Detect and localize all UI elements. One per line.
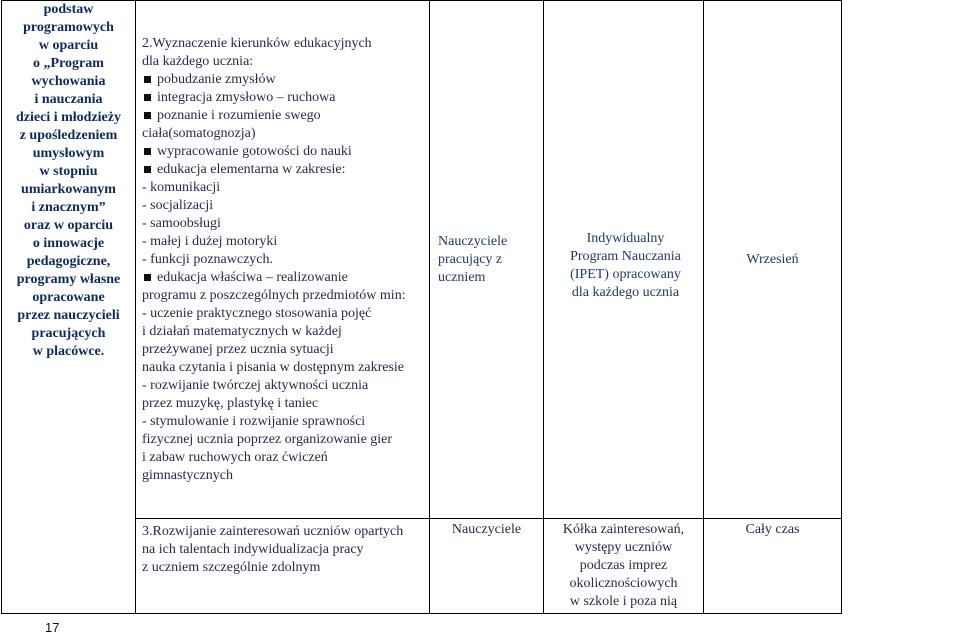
square-bullet-icon — [144, 274, 151, 281]
list-item-text: i zabaw ruchowych oraz ćwiczeń — [142, 450, 328, 465]
list-item-text: edukacja właściwa – realizowanie — [157, 270, 348, 285]
list-item — [142, 341, 423, 359]
program-basis-line: przez nauczycieli — [17, 308, 120, 323]
term-cell — [704, 1, 842, 519]
table-row-1 — [2, 1, 959, 519]
program-basis-line: umysłowym — [32, 146, 105, 161]
program-basis-line: pracujących — [31, 326, 106, 341]
list-item — [142, 449, 423, 467]
form-line-2: podczas imprez — [579, 558, 668, 573]
list-item-text: edukacja elementarna w zakresie: — [157, 162, 346, 177]
term-text: Wrzesień — [746, 252, 799, 267]
program-basis-line: opracowane — [32, 290, 105, 305]
list-item — [142, 377, 423, 395]
program-basis-cell — [2, 1, 136, 614]
list-item-text: - funkcji poznawczych. — [142, 252, 273, 267]
interests-cell — [136, 519, 430, 614]
program-basis-line: i znacznym” — [31, 200, 106, 215]
list-item-text: - małej i dużej motoryki — [142, 234, 278, 249]
form-cell — [544, 1, 704, 519]
list-item-text: integracja zmysłowo – ruchowa — [157, 90, 336, 105]
square-bullet-icon — [144, 76, 151, 83]
plan-table — [1, 0, 959, 614]
list-item-text: i działań matematycznych w każdej — [142, 324, 342, 339]
program-basis-line: o innowacje — [32, 236, 105, 251]
form-line: Program Nauczania — [570, 249, 681, 264]
program-basis-line: wychowania — [31, 74, 106, 89]
form-line-2: Kółka zainteresowań, — [562, 522, 685, 537]
program-basis-text — [2, 1, 135, 361]
list-item — [142, 359, 423, 377]
list-item — [142, 395, 423, 413]
responsible-text-2: Nauczyciele — [451, 522, 522, 537]
responsible-text — [438, 233, 535, 287]
form-cell-2 — [544, 519, 704, 614]
list-item — [142, 467, 423, 485]
list-item-text: gimnastycznych — [142, 468, 233, 483]
directions-heading: 2.Wyznaczenie kierunków edukacyjnych — [142, 36, 372, 51]
page-number: 17 — [45, 620, 60, 635]
program-basis-line: i nauczania — [34, 92, 103, 107]
list-item — [142, 233, 423, 251]
list-item-text: przez muzykę, plastykę i taniec — [142, 396, 319, 411]
directions-list — [142, 53, 423, 485]
square-bullet-icon — [144, 148, 151, 155]
program-basis-line: o „Program — [33, 56, 104, 71]
list-item-text: programu z poszczególnych przedmiotów min: — [142, 288, 406, 303]
responsible-line: Nauczyciele — [438, 234, 508, 249]
program-basis-line: programy własne — [16, 272, 121, 287]
list-item — [142, 413, 423, 431]
form-text-2 — [548, 521, 699, 611]
form-line-2: występy uczniów — [574, 540, 673, 555]
responsible-line: uczniem — [438, 270, 486, 285]
responsible-line: pracujący z — [438, 252, 503, 267]
form-line: dla każdego ucznia — [571, 285, 680, 300]
interests-text — [142, 523, 423, 577]
term-cell-2 — [704, 519, 842, 614]
list-item — [142, 305, 423, 323]
form-line: (IPET) opracowany — [570, 267, 681, 282]
form-line-2: okolicznościowych — [569, 576, 678, 591]
list-item — [142, 179, 423, 197]
list-item — [142, 125, 423, 143]
list-item — [142, 287, 423, 305]
program-basis-line: z upośledzeniem — [19, 128, 118, 143]
term-text-2: Cały czas — [745, 522, 800, 537]
list-item-text: - samoobsługi — [142, 216, 221, 231]
list-item-text: nauka czytania i pisania w dostępnym zakresie — [142, 360, 405, 375]
program-basis-line: programowych — [23, 20, 114, 35]
list-item — [142, 197, 423, 215]
responsible-cell-2 — [430, 519, 544, 614]
program-basis-line: podstaw — [43, 2, 94, 17]
interests-line: z uczniem szczególnie zdolnym — [142, 560, 321, 575]
list-item — [142, 71, 423, 89]
list-item — [142, 107, 423, 125]
list-item-text: przeżywanej przez ucznia sytuacji — [142, 342, 334, 357]
program-basis-line: w placówce. — [32, 344, 105, 359]
list-item — [142, 431, 423, 449]
list-item-text: - rozwijanie twórczej aktywności ucznia — [142, 378, 369, 393]
list-item-text: - uczenie praktycznego stosowania pojęć — [142, 306, 372, 321]
list-item-text: dla każdego ucznia: — [142, 54, 254, 69]
program-basis-line: w stopniu — [39, 164, 98, 179]
form-line-2: w szkole i poza nią — [569, 594, 678, 609]
interests-line: 3.Rozwijanie zainteresowań uczniów opartych — [142, 524, 404, 539]
square-bullet-icon — [144, 112, 151, 119]
list-item — [142, 161, 423, 179]
directions-cell — [136, 1, 430, 519]
program-basis-line: w oparciu — [38, 38, 99, 53]
square-bullet-icon — [144, 166, 151, 173]
table-row-2 — [2, 519, 959, 614]
form-line: Indywidualny — [586, 231, 665, 246]
square-bullet-icon — [144, 94, 151, 101]
form-text — [556, 230, 695, 302]
list-item-text: - socjalizacji — [142, 198, 214, 213]
program-basis-line: pedagogiczne, — [26, 254, 111, 269]
list-item-text: - stymulowanie i rozwijanie sprawności — [142, 414, 366, 429]
program-basis-line: dzieci i młodzieży — [16, 110, 121, 125]
list-item — [142, 269, 423, 287]
list-item-text: ciała(somatognozja) — [142, 126, 256, 141]
list-item-text: poznanie i rozumienie swego — [157, 108, 321, 123]
list-item — [142, 251, 423, 269]
list-item-text: - komunikacji — [142, 180, 221, 195]
interests-line: na ich talentach indywidualizacja pracy — [142, 542, 364, 557]
list-item — [142, 53, 423, 71]
list-item — [142, 143, 423, 161]
program-basis-line: umiarkowanym — [21, 182, 116, 197]
list-item-text: fizycznej ucznia poprzez organizowanie gier — [142, 432, 393, 447]
program-basis-line: oraz w oparciu — [23, 218, 114, 233]
list-item — [142, 323, 423, 341]
responsible-cell — [430, 1, 544, 519]
list-item-text: pobudzanie zmysłów — [157, 72, 276, 87]
list-item — [142, 215, 423, 233]
list-item-text: wypracowanie gotowości do nauki — [157, 144, 352, 159]
list-item — [142, 89, 423, 107]
